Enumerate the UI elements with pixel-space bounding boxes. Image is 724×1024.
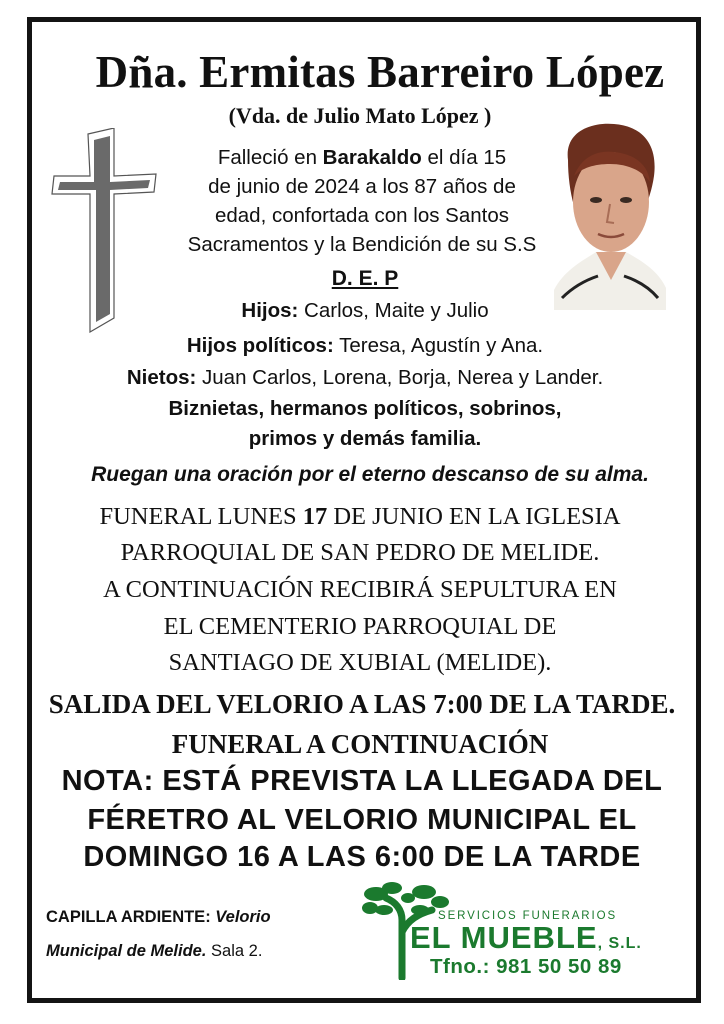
- note-line3: DOMINGO 16 A LAS 6:00 DE LA TARDE: [83, 841, 641, 873]
- funeral-line1-post: DE JUNIO EN LA IGLESIA: [327, 503, 621, 530]
- died-line3: edad, confortada con los Santos: [214, 204, 510, 227]
- family-others-line2: primos y demás familia.: [248, 427, 482, 450]
- note-line1: NOTA: ESTÁ PREVISTA LA LLEGADA DEL: [61, 765, 663, 797]
- died-line4: Sacramentos y la Bendición de su S.S: [187, 233, 537, 256]
- chapel-place2: Municipal de Melide.: [46, 942, 207, 960]
- chapel-room: Sala 2.: [206, 942, 263, 960]
- prayer-request: Ruegan una oración por el eterno descanso de su alma.: [91, 463, 649, 486]
- widow-of: (Vda. de Julio Mato López ): [228, 103, 492, 128]
- dep-heading: D. E. P: [331, 267, 399, 290]
- logo-name: [410, 920, 680, 956]
- children-label: Hijos:: [241, 299, 299, 322]
- died-line1-post: el día 15: [421, 146, 507, 169]
- logo-phone: Tfno.: 981 50 50 89: [430, 955, 622, 978]
- chapel-place1: Velorio: [215, 908, 271, 926]
- funeral-day: 17: [302, 503, 328, 530]
- chapel-info: [46, 900, 306, 968]
- note-line2: FÉRETRO AL VELORIO MUNICIPAL EL: [87, 804, 637, 836]
- family-grandchildren: [60, 364, 670, 392]
- chapel-label: CAPILLA ARDIENTE:: [46, 908, 211, 926]
- family-children: [60, 297, 670, 325]
- grandchildren-label: Nietos:: [126, 366, 197, 389]
- family-others-line1: Biznietas, hermanos políticos, sobrinos,: [168, 397, 562, 420]
- died-line2: de junio de 2024 a los 87 años de: [208, 175, 516, 198]
- inlaws-names: Teresa, Agustín y Ana.: [333, 334, 544, 357]
- logo-subtitle: SERVICIOS FUNERARIOS: [438, 910, 618, 922]
- funeral-continuation: FUNERAL A CONTINUACIÓN: [171, 729, 549, 759]
- inlaws-label: Hijos políticos:: [186, 334, 334, 357]
- funeral-line4: EL CEMENTERIO PARROQUIAL DE: [163, 613, 557, 640]
- wake-departure: SALIDA DEL VELORIO A LAS 7:00 DE LA TARDE.: [48, 689, 676, 719]
- children-names: Carlos, Maite y Julio: [298, 299, 489, 322]
- deceased-name: Dña. Ermitas Barreiro López: [95, 47, 665, 97]
- funeral-line5: SANTIAGO DE XUBIAL (MELIDE).: [168, 649, 552, 676]
- logo-suffix: , S.L.: [597, 935, 642, 952]
- funeral-line2: PARROQUIAL DE SAN PEDRO DE MELIDE.: [120, 539, 600, 566]
- logo-brand: EL MUEBLE: [410, 920, 598, 955]
- died-pre: Falleció en: [217, 146, 323, 169]
- died-place: Barakaldo: [322, 146, 422, 169]
- funeral-line1-pre: FUNERAL LUNES: [99, 503, 303, 530]
- funeral-line3: A CONTINUACIÓN RECIBIRÁ SEPULTURA EN: [103, 576, 617, 603]
- funeral-line1: [60, 500, 660, 534]
- grandchildren-names: Juan Carlos, Lorena, Borja, Nerea y Lander.: [196, 366, 604, 389]
- deceased-photo: [554, 120, 666, 310]
- death-details: [172, 143, 552, 259]
- family-inlaws: [60, 332, 670, 360]
